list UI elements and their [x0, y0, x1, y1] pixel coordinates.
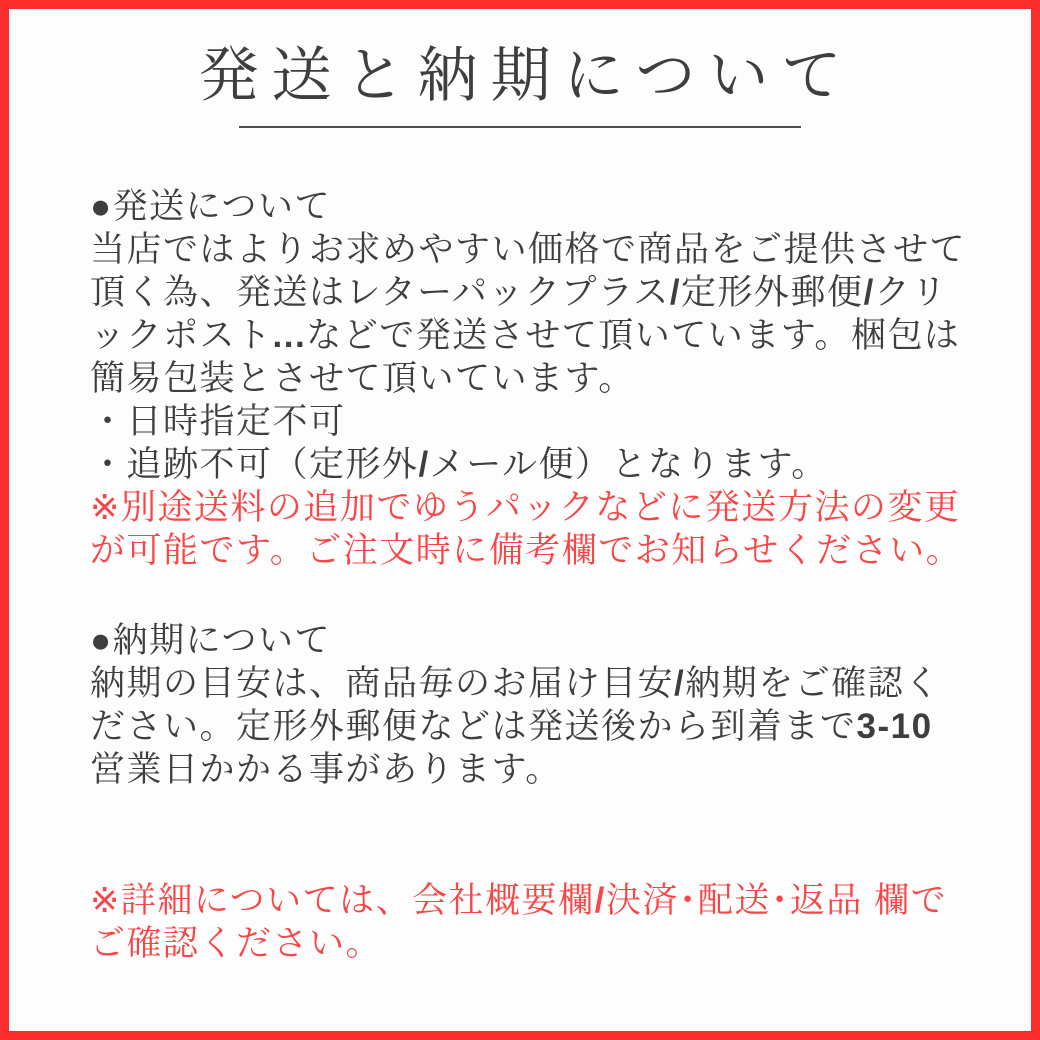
text-line — [90, 748, 976, 791]
text-line — [90, 357, 976, 400]
text-segment: 頂く為、発送はレターパックプラス — [90, 273, 670, 312]
text-segment: ックポスト — [90, 316, 273, 355]
text-segment: ... — [272, 316, 307, 355]
text-segment: 納期をご確認く — [685, 664, 941, 703]
text-line — [90, 879, 976, 922]
text-segment: が可能です。ご注文時に備考欄でお知らせください。 — [90, 531, 963, 570]
text-segment: / — [674, 664, 686, 703]
shipping-section-body — [90, 228, 976, 572]
text-segment: ・日時指定不可 — [90, 402, 346, 441]
text-segment: / — [863, 273, 875, 312]
delivery-section-body — [90, 662, 976, 791]
section-shipping — [90, 185, 976, 572]
text-line — [90, 662, 976, 705]
text-segment: メール便）となります。 — [429, 445, 828, 484]
shipping-section-heading: ●発送について — [90, 187, 331, 226]
text-segment: 3-10 — [856, 707, 933, 746]
text-segment: などで発送させて頂いています。梱包は — [306, 316, 961, 355]
text-line — [90, 314, 976, 357]
text-segment: 決済･配送･返品 欄で — [605, 881, 948, 920]
text-segment: 納期の目安は、商品毎のお届け目安 — [90, 664, 675, 703]
text-segment: / — [594, 881, 606, 920]
delivery-section-heading: ●納期について — [90, 621, 331, 660]
text-segment: ご確認ください。 — [90, 924, 383, 963]
text-segment: 当店ではよりお求めやすい価格で商品をご提供させて — [90, 230, 967, 269]
text-line — [90, 400, 976, 443]
text-segment: ・追跡不可（定形外 — [90, 445, 419, 484]
notice-content — [9, 128, 1031, 965]
text-segment: クリ — [874, 273, 948, 312]
section-delivery — [90, 619, 976, 791]
text-segment: / — [418, 445, 430, 484]
page-title: 発送と納期について — [198, 42, 855, 109]
text-line — [90, 443, 976, 486]
text-segment: ※別途送料の追加でゆうパックなどに発送方法の変更 — [90, 488, 961, 527]
text-line — [90, 228, 976, 271]
text-line — [90, 486, 976, 529]
footer-note-body — [90, 879, 976, 965]
text-segment: 定形外郵便 — [681, 273, 864, 312]
text-segment: 営業日かかる事があります。 — [90, 750, 562, 789]
text-line — [90, 271, 976, 314]
section-footer-note — [90, 879, 976, 965]
text-line — [90, 922, 976, 965]
text-line — [90, 529, 976, 572]
text-line — [90, 705, 976, 748]
text-segment: ださい。定形外郵便などは発送後から到着まで — [90, 707, 857, 746]
text-segment: 簡易包装とさせて頂いています。 — [90, 359, 635, 398]
text-segment: ※詳細については、会社概要欄 — [90, 881, 595, 920]
text-segment: / — [669, 273, 682, 312]
